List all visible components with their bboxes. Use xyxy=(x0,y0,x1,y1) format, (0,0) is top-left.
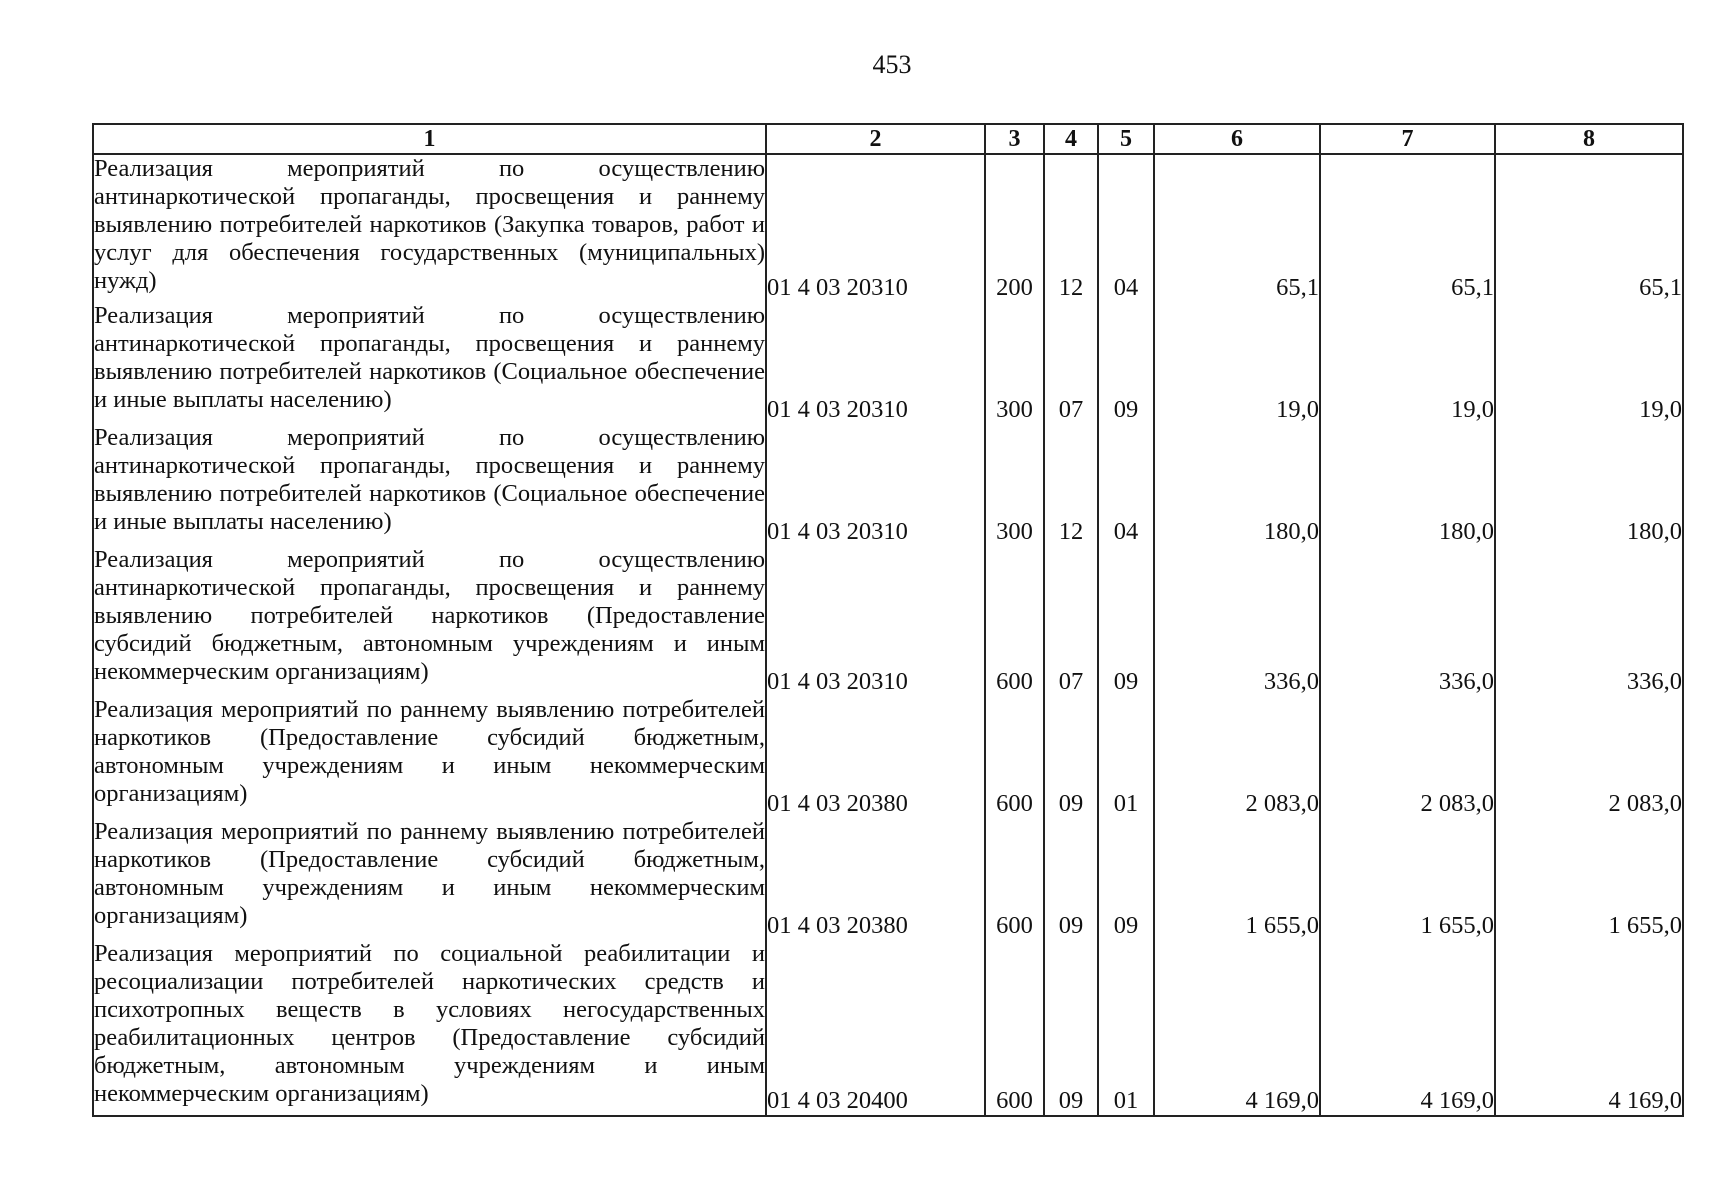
table-row xyxy=(93,546,1683,696)
row-value-8: 180,0 xyxy=(1495,424,1683,546)
row-value-7: 336,0 xyxy=(1320,546,1495,696)
row-col-3: 600 xyxy=(985,940,1044,1116)
row-value-6: 4 169,0 xyxy=(1154,940,1320,1116)
row-col-5: 09 xyxy=(1098,302,1154,424)
row-description: Реализация мероприятий по осуществлению антинаркотической пропаганды, просвещения и раннему выявлению потребителей наркотиков (Социальное обеспечение и иные выплаты населению) xyxy=(93,302,766,424)
row-col-5: 01 xyxy=(1098,940,1154,1116)
row-code: 01 4 03 20400 xyxy=(766,940,985,1116)
row-col-3: 300 xyxy=(985,424,1044,546)
row-col-3: 200 xyxy=(985,154,1044,302)
row-value-7: 19,0 xyxy=(1320,302,1495,424)
row-code: 01 4 03 20310 xyxy=(766,424,985,546)
header-row xyxy=(93,124,1683,154)
row-value-6: 65,1 xyxy=(1154,154,1320,302)
row-description: Реализация мероприятий по раннему выявлению потребителей наркотиков (Предоставление субсидий бюджетным, автономным учреждениям и иным некоммерческим организациям) xyxy=(93,818,766,940)
row-col-5: 09 xyxy=(1098,546,1154,696)
row-col-4: 12 xyxy=(1044,154,1098,302)
row-col-4: 09 xyxy=(1044,696,1098,818)
header-col-3: 3 xyxy=(985,124,1044,154)
row-value-8: 336,0 xyxy=(1495,546,1683,696)
row-code: 01 4 03 20310 xyxy=(766,546,985,696)
row-col-4: 07 xyxy=(1044,302,1098,424)
table-row xyxy=(93,940,1683,1116)
row-description: Реализация мероприятий по осуществлению антинаркотической пропаганды, просвещения и раннему выявлению потребителей наркотиков (Предоставление субсидий бюджетным, автономным учреждениям и иным некоммерческим организациям) xyxy=(93,546,766,696)
row-col-4: 09 xyxy=(1044,940,1098,1116)
row-col-5: 04 xyxy=(1098,154,1154,302)
row-col-5: 09 xyxy=(1098,818,1154,940)
row-description: Реализация мероприятий по осуществлению антинаркотической пропаганды, просвещения и раннему выявлению потребителей наркотиков (Социальное обеспечение и иные выплаты населению) xyxy=(93,424,766,546)
row-value-6: 180,0 xyxy=(1154,424,1320,546)
row-col-3: 600 xyxy=(985,818,1044,940)
row-col-4: 09 xyxy=(1044,818,1098,940)
header-col-8: 8 xyxy=(1495,124,1683,154)
row-col-3: 600 xyxy=(985,546,1044,696)
row-col-3: 300 xyxy=(985,302,1044,424)
table-row xyxy=(93,424,1683,546)
row-code: 01 4 03 20380 xyxy=(766,696,985,818)
row-description: Реализация мероприятий по социальной реабилитации и ресоциализации потребителей наркотических средств и психотропных веществ в условиях негосударственных реабилитационных центров (Предоставление субсидий бюджетным, автономным учреждениям и иным некоммерческим организациям) xyxy=(93,940,766,1116)
row-code: 01 4 03 20310 xyxy=(766,302,985,424)
header-col-7: 7 xyxy=(1320,124,1495,154)
header-col-6: 6 xyxy=(1154,124,1320,154)
row-description: Реализация мероприятий по раннему выявлению потребителей наркотиков (Предоставление субсидий бюджетным, автономным учреждениям и иным некоммерческим организациям) xyxy=(93,696,766,818)
row-value-6: 336,0 xyxy=(1154,546,1320,696)
row-value-8: 65,1 xyxy=(1495,154,1683,302)
row-value-6: 1 655,0 xyxy=(1154,818,1320,940)
row-col-5: 01 xyxy=(1098,696,1154,818)
header-col-4: 4 xyxy=(1044,124,1098,154)
row-col-3: 600 xyxy=(985,696,1044,818)
header-col-5: 5 xyxy=(1098,124,1154,154)
row-value-6: 19,0 xyxy=(1154,302,1320,424)
table-row xyxy=(93,696,1683,818)
row-value-7: 4 169,0 xyxy=(1320,940,1495,1116)
row-col-4: 12 xyxy=(1044,424,1098,546)
header-col-2: 2 xyxy=(766,124,985,154)
row-value-7: 180,0 xyxy=(1320,424,1495,546)
row-value-6: 2 083,0 xyxy=(1154,696,1320,818)
budget-table xyxy=(92,123,1684,1117)
row-code: 01 4 03 20380 xyxy=(766,818,985,940)
table-row xyxy=(93,154,1683,302)
row-value-8: 4 169,0 xyxy=(1495,940,1683,1116)
row-col-4: 07 xyxy=(1044,546,1098,696)
row-col-5: 04 xyxy=(1098,424,1154,546)
row-value-7: 2 083,0 xyxy=(1320,696,1495,818)
table-row xyxy=(93,302,1683,424)
row-value-8: 1 655,0 xyxy=(1495,818,1683,940)
row-value-8: 2 083,0 xyxy=(1495,696,1683,818)
row-code: 01 4 03 20310 xyxy=(766,154,985,302)
row-description: Реализация мероприятий по осуществлению антинаркотической пропаганды, просвещения и раннему выявлению потребителей наркотиков (Закупка товаров, работ и услуг для обеспечения государственных (муниципальных) нужд) xyxy=(93,154,766,302)
page-number: 453 xyxy=(872,50,912,79)
row-value-7: 65,1 xyxy=(1320,154,1495,302)
header-col-1: 1 xyxy=(93,124,766,154)
row-value-7: 1 655,0 xyxy=(1320,818,1495,940)
row-value-8: 19,0 xyxy=(1495,302,1683,424)
table-row xyxy=(93,818,1683,940)
